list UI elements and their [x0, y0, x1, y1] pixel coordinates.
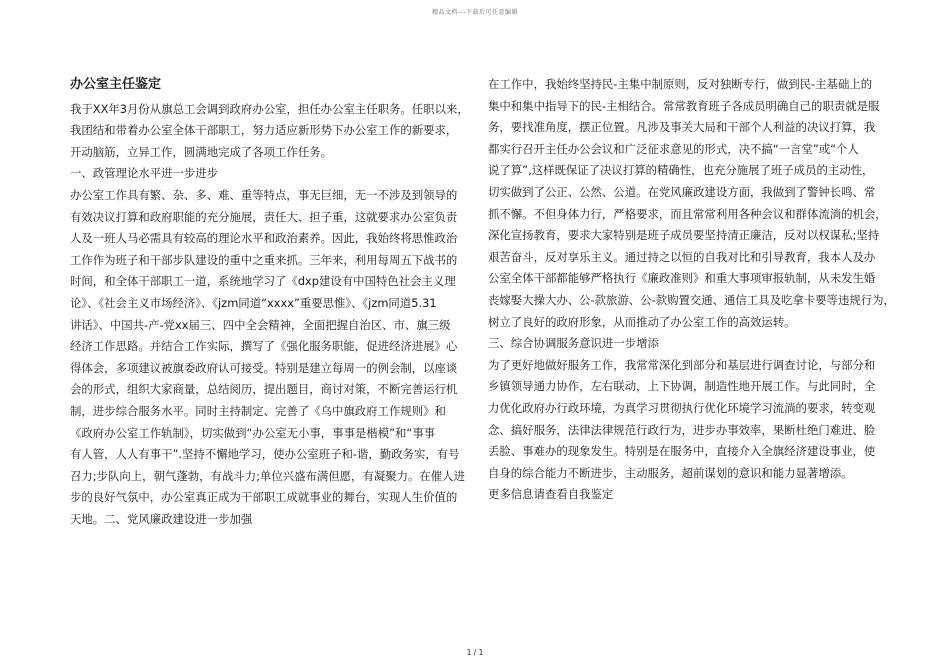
text-line: 说了算”,这样既保证了决议打算的精确性，也充分施展了班子成员的主动性， [488, 163, 874, 178]
text-line: 天地。二、党风廉政建设进一步加强 [70, 511, 253, 526]
header-note: 精品文档---下载后可任意编辑 [432, 9, 518, 16]
text-line: 人及一班人马必需具有较高的理论水平和政治素养。因此，我始终将思惟政治 [70, 231, 458, 246]
text-line: 抓不懈。不但身体力行，严格要求，而且常常利用各种会议和群体流淌的机会， [488, 206, 887, 221]
text-line: 丧嫁娶大操大办、公-款旅游、公-款购置交通、通信工具及吃拿卡要等违规行为， [488, 292, 895, 307]
right-column [488, 74, 895, 506]
text-line: 念、搞好服务，法律法律规范行政行为，进步办事效率，果断杜绝门难进、脸 [488, 422, 876, 437]
text-line: 艰苦奋斗，反对享乐主义。通过持之以恒的自我对比和引导教育，我本人及办 [488, 249, 876, 264]
text-line: 会的形式，组织大家商量，总结阅历，提出题目，商讨对策，不断完善运行机 [70, 382, 458, 397]
text-line: 集中和集中指导下的民-主相结合。常常教育班子各成员明确自己的职责就是服 [488, 98, 880, 113]
text-line: 步的良好气氛中，办公室真正成为干部职工成就事业的舞台，实现人生价值的 [70, 490, 458, 505]
text-line: 得体会，多项建议被旗委政府认可接受。特别是建立每周一的例会制，以座谈 [70, 360, 458, 375]
text-line: 树立了良好的政府形象，从而推动了办公室工作的高效运转。 [488, 314, 796, 329]
text-line: 公室全体干部都能够严格执行《廉政准则》和重大事项审报轨制，从未发生婚 [488, 271, 876, 286]
text-line: 务，要找准角度，摆正位置。凡涉及事关大局和干部个人利益的决议打算，我 [488, 120, 876, 135]
text-line: 更多信息请查看自我鉴定 [488, 487, 614, 502]
text-line: 《政府办公室工作轨制》，切实做到“办公室无小事，事事是楷模”和“事事 [70, 425, 436, 440]
text-line: 一、政管理论水平进一步进步 [70, 166, 219, 181]
text-line: 乡镇领导通力协作，左右联动，上下协调，制造性地开展工作。与此同时，全 [488, 379, 876, 394]
left-body [70, 99, 470, 531]
text-line: 有效决议打算和政府职能的充分施展，责任大、担子重，这就要求办公室负责 [70, 209, 458, 224]
text-line: 我团结和带着办公室全体干部职工，努力适应新形势下办公室工作的新要求， [70, 123, 458, 138]
text-line: 开动脑筋，立异工作，圆满地完成了各项工作任务。 [70, 144, 332, 159]
page-number: 1 / 1 [466, 648, 484, 657]
text-line: 讲话》、中国共-产-党xx届三、四中全会精神，全面把握自治区、市、旗三级 [70, 317, 451, 332]
text-line: 时间，和全体干部职工一道，系统地学习了《dxp建设有中国特色社会主义理 [70, 274, 456, 289]
text-line: 办公室工作具有繁、杂、多、难、重等特点，事无巨细，无一不涉及到领导的 [70, 187, 458, 202]
text-line: 有人管，人人有事干”.坚持不懈地学习，使办公室班子和-谐，勤政务实，有号 [70, 447, 460, 462]
text-line: 自身的综合能力不断进步，主动服务，超前谋划的意识和能力显著增添。 [488, 465, 853, 480]
text-line: 丢脸、事难办的现象发生。特别是在服务中，直接介入全旗经济建设事业，使 [488, 444, 876, 459]
text-line: 我于XX年3月份从旗总工会调到政府办公室，担任办公室主任职务。任职以来， [70, 101, 469, 116]
text-line: 力优化政府办行政环境，为真学习贯彻执行优化环境学习流淌的要求，转变观 [488, 400, 876, 415]
text-line: 三、综合协调服务意识进一步增添 [488, 336, 659, 351]
text-line: 深化宣扬教育，要求大家特别是班子成员要坚持清正廉洁，反对以权谋私;坚持 [488, 228, 880, 243]
right-body [488, 74, 895, 506]
document-title: 办公室主任鉴定 [70, 77, 162, 92]
text-line: 论》、《社会主义市场经济》、《jzm同道“xxxx”重要思惟》、《jzm同道5.31 [70, 295, 437, 310]
text-line: 在工作中，我始终坚持民-主集中制原则，反对独断专行，做到民-主基础上的 [488, 77, 873, 91]
text-line: 经济工作思路。并结合工作实际，撰写了《强化服务职能，促进经济进展》心 [70, 339, 458, 354]
text-line: 都实行召开主任办公会议和广泛征求意见的形式，决不搞“一言堂”或“个人 [488, 141, 859, 156]
text-line: 工作作为班子和干部步队建设的重中之重来抓。三年来，利用每周五下战书的 [70, 252, 458, 267]
text-line: 切实做到了公正、公然、公道。在党风廉政建设方面，我做到了警钟长鸣、常 [488, 184, 876, 199]
text-line: 为了更好地做好服务工作，我常常深化到部分和基层进行调查讨论，与部分和 [488, 357, 876, 372]
text-line: 制，进步综合服务水平。同时主持制定、完善了《乌中旗政府工作规则》和 [70, 403, 446, 418]
text-line: 召力;步队向上，朝气蓬勃，有战斗力;单位兴盛布满但愿，有凝聚力。在催人进 [70, 468, 465, 483]
left-column [70, 74, 470, 530]
